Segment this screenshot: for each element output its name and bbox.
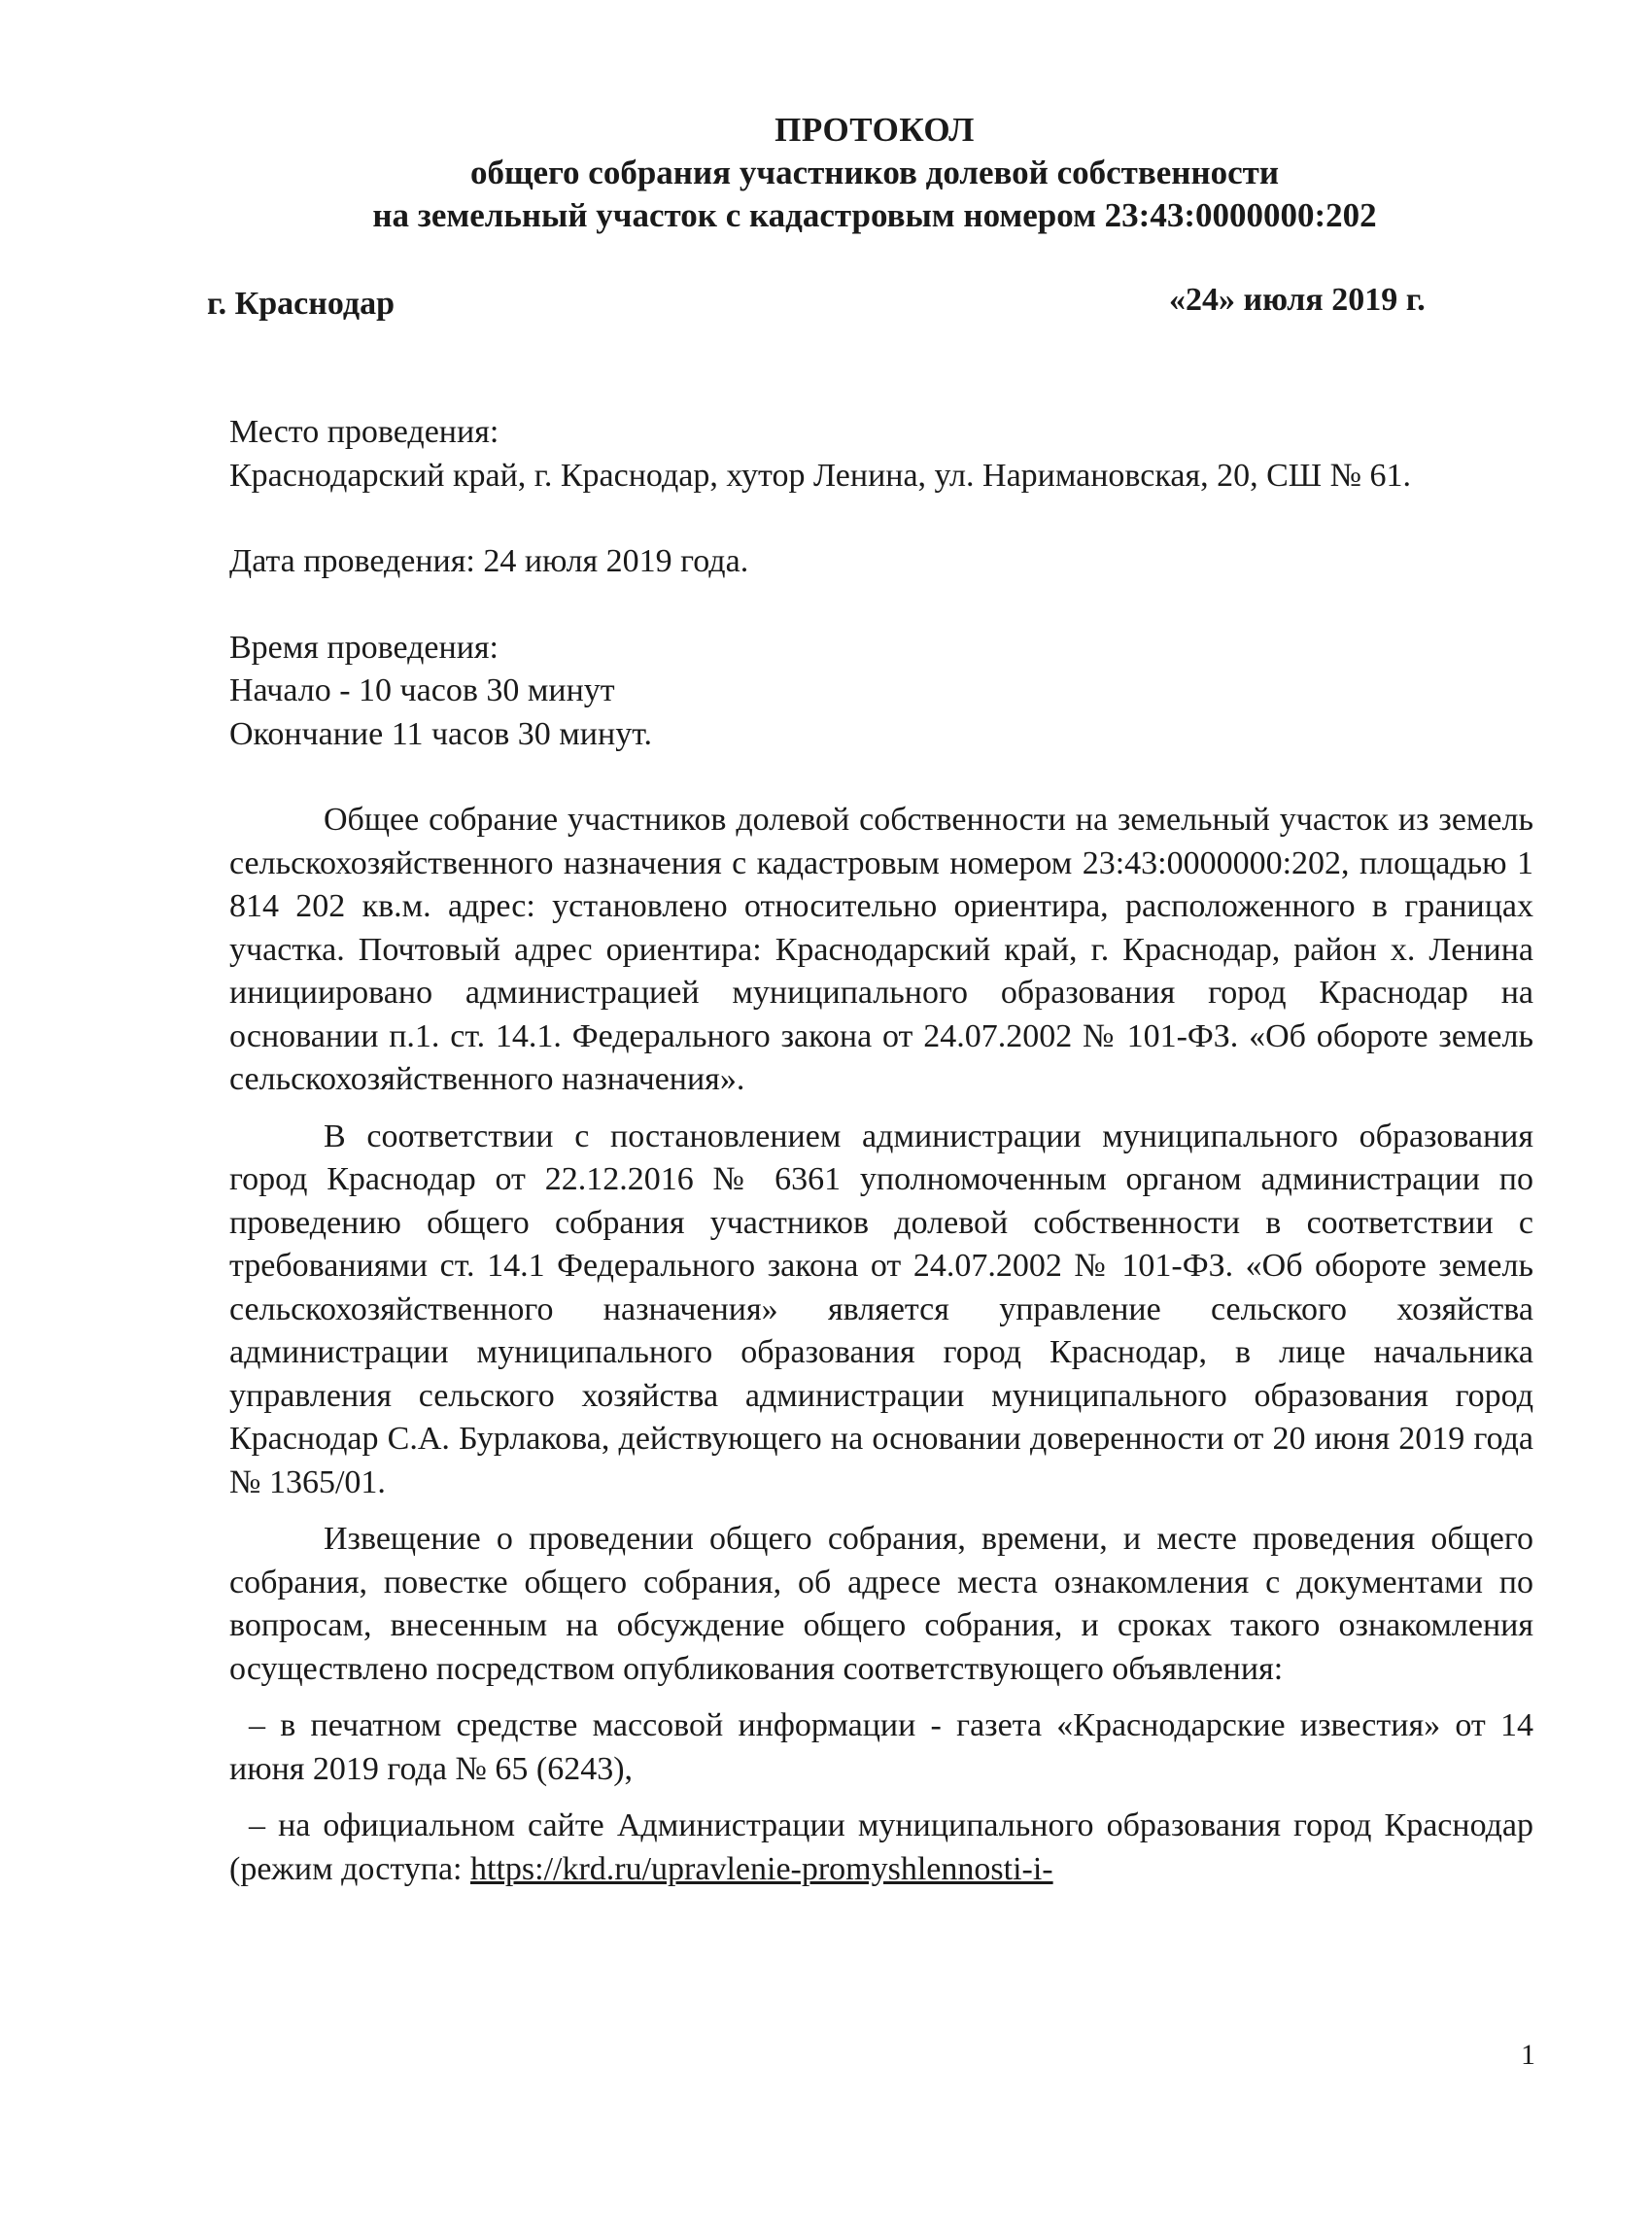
website-link[interactable]: https://krd.ru/upravlenie-promyshlennosti-i- (470, 1850, 1053, 1887)
place-label: Место проведения: (229, 414, 499, 450)
document-city: г. Краснодар (207, 286, 395, 322)
list-item-newspaper: – в печатном средстве массовой информации - газета «Краснодарские известия» от 14 июня 2019 года № 65 (6243), (229, 1707, 1533, 1787)
document-title: ПРОТОКОЛ (774, 111, 975, 149)
document-header (0, 109, 1652, 237)
document-subtitle-line-2: на земельный участок с кадастровым номером 23:43:0000000:202 (372, 196, 1377, 234)
document-body (229, 411, 1533, 1891)
document-date: «24» июля 2019 г. (1169, 282, 1426, 318)
meeting-date: Дата проведения: 24 июля 2019 года. (229, 543, 749, 579)
place-value: Краснодарский край, г. Краснодар, хутор Ленина, ул. Наримановская, 20, СШ № 61. (229, 457, 1412, 494)
document-subtitle-line-1: общего собрания участников долевой собственности (469, 154, 1280, 191)
time-end: Окончание 11 часов 30 минут. (229, 715, 652, 752)
page-number: 1 (1521, 2039, 1535, 2071)
list-item-website (229, 1805, 1533, 1891)
time-start: Начало - 10 часов 30 минут (229, 672, 615, 708)
list-item-website-text: – на официальном сайте Администрации муниципального образования город Краснодар (режим доступа: (229, 1807, 1533, 1887)
time-label: Время проведения: (229, 629, 499, 666)
paragraph-initiation: Общее собрание участников долевой собственности на земельный участок из земель сельскохозяйственного назначения с кадастровым номером 23:43:0000000:202, площадью 1 814 202 кв.м. адрес: установлено относительно ориентира, расположенного в границах участка. Почтовый адрес ориентира: Краснодарский край, г. Краснодар, район х. Ленина инициировано администрацией муниципального образования город Краснодар на основании п.1. ст. 14.1. Федерального закона от 24.07.2002 № 101-ФЗ. «Об обороте земель сельскохозяйственного назначения». (229, 802, 1533, 1097)
paragraph-notice: Извещение о проведении общего собрания, времени, и месте проведения общего собрания, повестке общего собрания, об адресе места ознакомления с документами по вопросам, внесенным на обсуждение общего собрания, и сроках такого ознакомления осуществлено посредством опубликования соответствующего объявления: (229, 1521, 1533, 1687)
paragraph-authorized-body: В соответствии с постановлением администрации муниципального образования город Краснодар от 22.12.2016 № 6361 уполномоченным органом администрации по проведению общего собрания участников долевой собственности в соответствии с требованиями ст. 14.1 Федерального закона от 24.07.2002 № 101-ФЗ. «Об обороте земель сельскохозяйственного назначения» является управление сельского хозяйства администрации муниципального образования город Краснодар, в лице начальника управления сельского хозяйства администрации муниципального образования город Краснодар С.А. Бурлакова, действующего на основании доверенности от 20 июня 2019 года № 1365/01. (229, 1118, 1533, 1500)
